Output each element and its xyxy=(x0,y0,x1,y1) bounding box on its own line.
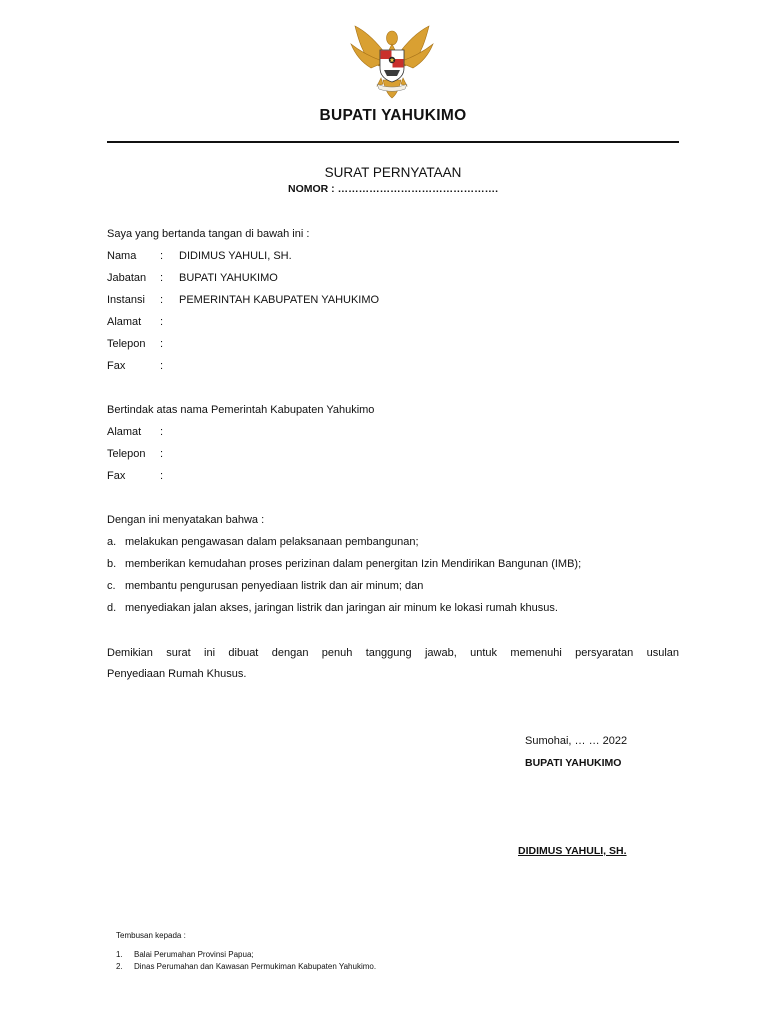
signature-title: BUPATI YAHUKIMO xyxy=(525,757,622,769)
field-value-institution: PEMERINTAH KABUPATEN YAHUKIMO xyxy=(179,294,380,306)
signature-name: DIDIMUS YAHULI, SH. xyxy=(518,845,627,857)
field-label: Fax xyxy=(107,470,126,482)
field-colon: : xyxy=(160,360,164,372)
statement-intro: Dengan ini menyatakan bahwa : xyxy=(107,514,265,526)
declarant-intro: Saya yang bertanda tangan di bawah ini : xyxy=(107,228,310,240)
field-label: Telepon xyxy=(107,448,146,460)
cc-number: 2. xyxy=(116,962,123,971)
field-colon: : xyxy=(160,250,164,262)
document-number: NOMOR : ………………………………………. xyxy=(288,183,498,195)
letterhead-divider xyxy=(107,141,679,143)
field-label: Instansi xyxy=(107,294,145,306)
list-marker: d. xyxy=(107,602,117,614)
list-item: melakukan pengawasan dalam pelaksanaan pembangunan; xyxy=(125,536,419,548)
cc-heading: Tembusan kepada : xyxy=(116,931,186,940)
document-title: SURAT PERNYATAAN xyxy=(324,165,462,180)
field-colon: : xyxy=(160,448,164,460)
field-colon: : xyxy=(160,338,164,350)
letterhead-title: BUPATI YAHUKIMO xyxy=(319,107,467,124)
garuda-emblem-icon xyxy=(347,22,437,102)
signature-place-date: Sumohai, … … 2022 xyxy=(525,735,628,747)
cc-item: Balai Perumahan Provinsi Papua; xyxy=(134,950,254,959)
list-marker: b. xyxy=(107,558,117,570)
list-marker: c. xyxy=(107,580,116,592)
field-value-name: DIDIMUS YAHULI, SH. xyxy=(179,250,292,262)
field-colon: : xyxy=(160,294,164,306)
field-label: Alamat xyxy=(107,316,142,328)
list-marker: a. xyxy=(107,536,117,548)
closing-paragraph-end: Penyediaan Rumah Khusus. xyxy=(107,668,247,680)
cc-item: Dinas Perumahan dan Kawasan Permukiman Kabupaten Yahukimo. xyxy=(134,962,377,971)
field-label: Fax xyxy=(107,360,126,372)
field-label: Telepon xyxy=(107,338,146,350)
list-item: membantu pengurusan penyediaan listrik dan air minum; dan xyxy=(125,580,424,592)
cc-number: 1. xyxy=(116,950,123,959)
field-colon: : xyxy=(160,470,164,482)
list-item: memberikan kemudahan proses perizinan dalam penergitan Izin Mendirikan Bangunan (IMB); xyxy=(125,558,582,570)
field-value-position: BUPATI YAHUKIMO xyxy=(179,272,278,284)
field-label: Alamat xyxy=(107,426,142,438)
field-colon: : xyxy=(160,316,164,328)
field-label: Jabatan xyxy=(107,272,147,284)
field-colon: : xyxy=(160,426,164,438)
field-label: Nama xyxy=(107,250,137,262)
field-colon: : xyxy=(160,272,164,284)
closing-paragraph: Demikian surat ini dibuat dengan penuh tanggung jawab, untuk memenuhi persyaratan usulan xyxy=(107,647,679,659)
representing-intro: Bertindak atas nama Pemerintah Kabupaten Yahukimo xyxy=(107,404,375,416)
list-item: menyediakan jalan akses, jaringan listrik dan jaringan air minum ke lokasi rumah khusus. xyxy=(125,602,558,614)
